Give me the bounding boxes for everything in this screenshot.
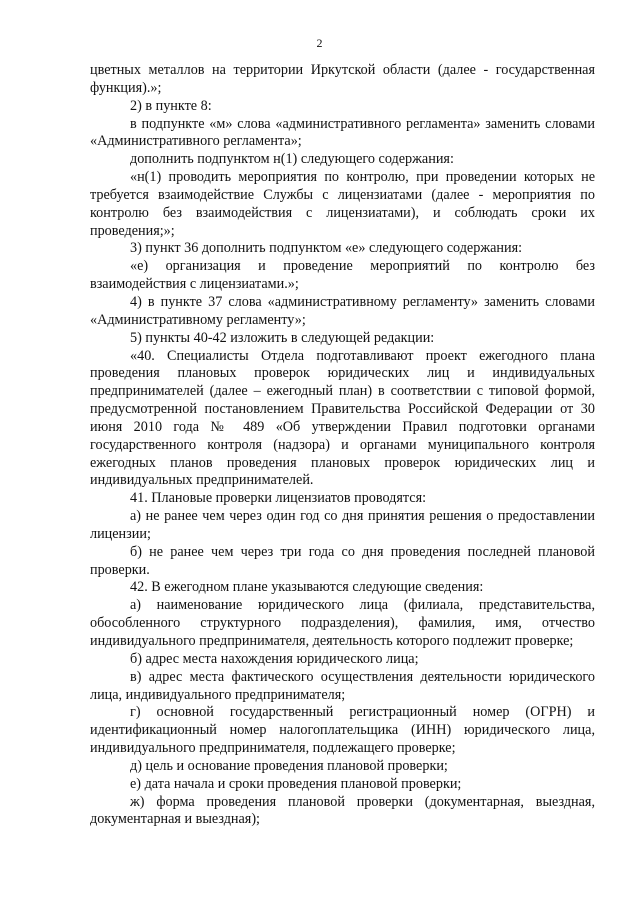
paragraph-clause-41-a: а) не ранее чем через один год со дня принятия решения о предоставлении лицензии;: [90, 508, 595, 542]
paragraph-subitem-n1: «н(1) проводить мероприятия по контролю, при проведении которых не требуется взаимодействие Службы с лицензиатами (далее - мероприятия по контролю без взаимодействия с лицензиатами), и соблюдать сроки их проведения;»;: [90, 169, 595, 239]
paragraph-item-3: 3) пункт 36 дополнить подпунктом «е» следующего содержания:: [130, 240, 523, 257]
paragraph-subitem-m: в подпункте «м» слова «административного регламента» заменить словами «Административного регламента»;: [90, 115, 595, 150]
paragraph-item-4: 4) в пункте 37 слова «административному регламенту» заменить словами «Административному регламенту»;: [90, 293, 595, 328]
paragraph-clause-41-b: б) не ранее чем через три года со дня проведения последней плановой проверки.: [90, 543, 595, 578]
paragraph-continuation: цветных металлов на территории Иркутской области (далее - государственная функция).»;: [90, 62, 595, 96]
document-body: [90, 62, 595, 829]
paragraph-item-5: 5) пункты 40-42 изложить в следующей редакции:: [130, 329, 435, 346]
paragraph-clause-42-g: г) основной государственный регистрационный номер (ОГРН) и идентификационный номер налогоплательщика (ИНН) юридического лица, индивидуального предпринимателя, подлежащего проверке;: [90, 704, 595, 757]
paragraph-clause-42: 42. В ежегодном плане указываются следующие сведения:: [130, 579, 484, 596]
paragraph-clause-42-b: б) адрес места нахождения юридического лица;: [130, 650, 419, 667]
paragraph-add-subitem: дополнить подпунктом н(1) следующего содержания:: [130, 151, 454, 168]
paragraph-clause-42-v: в) адрес места фактического осуществления деятельности юридического лица, индивидуального предпринимателя;: [90, 668, 595, 703]
paragraph-clause-42-e: е) дата начала и сроки проведения плановой проверки;: [130, 775, 462, 792]
paragraph-clause-42-zh: ж) форма проведения плановой проверки (документарная, выездная, документарная и выездная);: [90, 793, 595, 828]
page-number: 2: [316, 36, 323, 50]
paragraph-clause-42-d: д) цель и основание проведения плановой проверки;: [130, 757, 448, 774]
paragraph-clause-40: «40. Специалисты Отдела подготавливают проект ежегодного плана проведения плановых проверок юридических лиц и индивидуальных предпринимателей (далее – ежегодный план) в соответствии с типовой формой, предусмотренной постановлением Правительства Российской Федерации от 30 июня 2010 года № 489 «Об утверждении Правил подготовки органами государственного контроля (надзора) и органами муниципального контроля ежегодных планов проведения плановых проверок юридических лиц и индивидуальных предпринимателей.: [90, 347, 595, 489]
paragraph-item-2: 2) в пункте 8:: [130, 97, 212, 114]
paragraph-subitem-e: «е) организация и проведение мероприятий по контролю без взаимодействия с лицензиатами.»;: [90, 258, 595, 293]
paragraph-clause-41: 41. Плановые проверки лицензиатов проводятся:: [130, 490, 427, 507]
paragraph-clause-42-a: а) наименование юридического лица (филиала, представительства, обособленного структурного подразделения), фамилия, имя, отчество индивидуального предпринимателя, деятельность которого подлежит проверке;: [90, 597, 595, 649]
